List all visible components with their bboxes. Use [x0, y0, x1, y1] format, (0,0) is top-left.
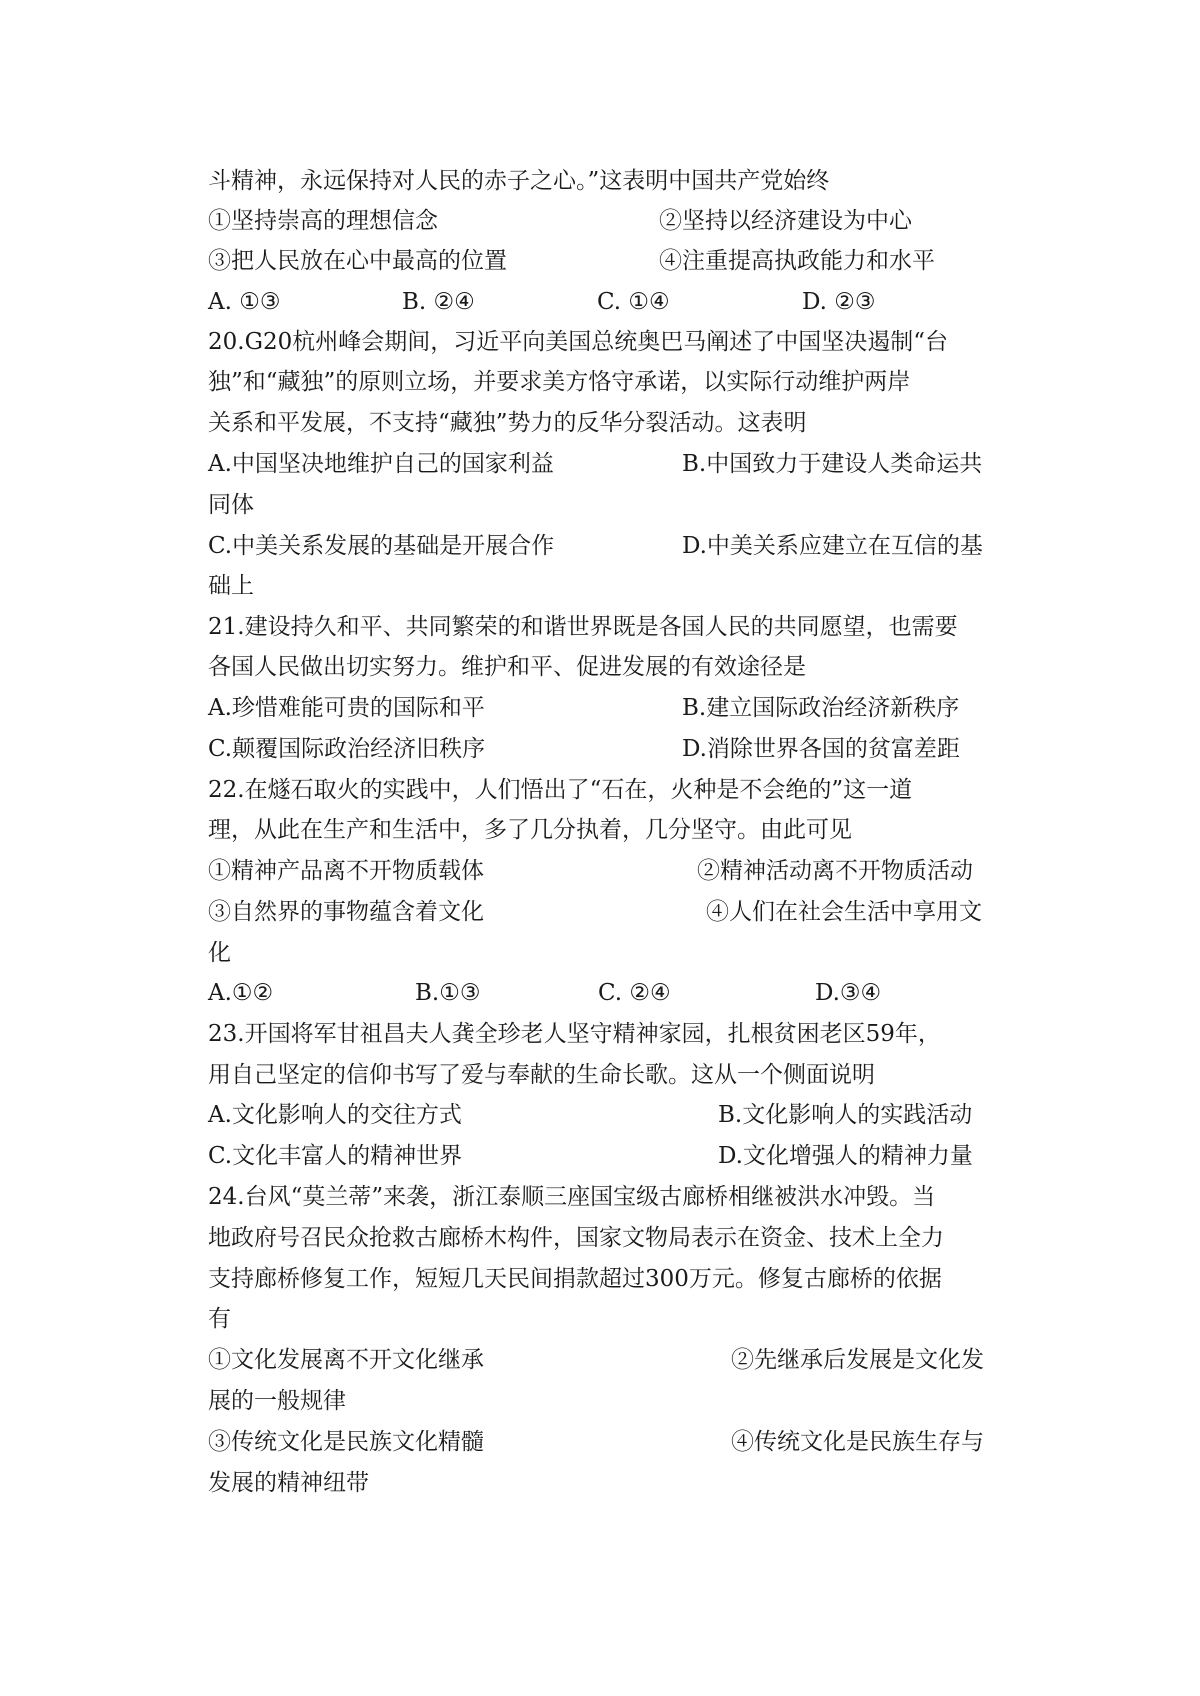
q22-option-d: D.③④ — [815, 980, 882, 1006]
q20-stem-line-1: 20.G20杭州峰会期间，习近平向美国总统奥巴马阐述了中国坚决遏制“台 — [208, 329, 948, 355]
q24-statement-2-cont: 展的一般规律 — [208, 1388, 346, 1414]
q20-option-b-cont: 同体 — [208, 492, 254, 518]
q22-option-a: A.①② — [208, 980, 274, 1006]
q20-option-a: A.中国坚决地维护自己的国家利益 — [208, 451, 554, 477]
q22-option-b: B.①③ — [415, 980, 481, 1006]
q19-option-a: A. ①③ — [208, 289, 281, 315]
q22-statement-2: ②精神活动离不开物质活动 — [697, 858, 973, 884]
q23-option-a: A.文化影响人的交往方式 — [208, 1102, 462, 1128]
q23-stem-line-2: 用自己坚定的信仰书写了爱与奉献的生命长歌。这从一个侧面说明 — [208, 1062, 875, 1088]
q22-option-c: C. ②④ — [598, 980, 671, 1006]
q24-stem-line-1: 24.台风“莫兰蒂”来袭，浙江泰顺三座国宝级古廊桥相继被洪水冲毁。当 — [208, 1184, 936, 1210]
q24-statement-1: ①文化发展离不开文化继承 — [208, 1347, 484, 1373]
q21-option-b: B.建立国际政治经济新秩序 — [682, 695, 960, 721]
q20-stem-line-2: 独”和“藏独”的原则立场，并要求美方恪守承诺，以实际行动维护两岸 — [208, 369, 911, 395]
q19-statement-3: ③把人民放在心中最高的位置 — [208, 248, 507, 274]
q21-stem-line-2: 各国人民做出切实努力。维护和平、促进发展的有效途径是 — [208, 654, 806, 680]
q24-statement-3: ③传统文化是民族文化精髓 — [208, 1429, 484, 1455]
q19-option-c: C. ①④ — [597, 289, 670, 315]
q21-stem-line-1: 21.建设持久和平、共同繁荣的和谐世界既是各国人民的共同愿望，也需要 — [208, 614, 958, 640]
q19-statement-1: ①坚持崇高的理想信念 — [208, 208, 438, 234]
q19-option-d: D. ②③ — [802, 289, 876, 315]
q24-statement-4-cont: 发展的精神纽带 — [208, 1470, 369, 1496]
q23-option-d: D.文化增强人的精神力量 — [718, 1143, 973, 1169]
q24-stem-line-3: 支持廊桥修复工作，短短几天民间捐款超过300万元。修复古廊桥的依据 — [208, 1266, 942, 1292]
q20-option-d: D.中美关系应建立在互信的基 — [682, 533, 983, 559]
q22-statement-4-cont: 化 — [208, 940, 231, 966]
q23-option-b: B.文化影响人的实践活动 — [718, 1102, 973, 1128]
q24-stem-line-2: 地政府号召民众抢救古廊桥木构件，国家文物局表示在资金、技术上全力 — [208, 1225, 944, 1251]
q24-stem-line-4: 有 — [208, 1306, 231, 1332]
q20-option-c: C.中美关系发展的基础是开展合作 — [208, 533, 555, 559]
q19-option-b: B. ②④ — [402, 289, 475, 315]
q23-option-c: C.文化丰富人的精神世界 — [208, 1143, 463, 1169]
q19-stem: 斗精神，永远保持对人民的赤子之心。”这表明中国共产党始终 — [208, 168, 830, 194]
q20-option-d-cont: 础上 — [208, 573, 254, 599]
q22-statement-3: ③自然界的事物蕴含着文化 — [208, 899, 484, 925]
q22-statement-4: ④人们在社会生活中享用文 — [706, 899, 982, 925]
q20-option-b: B.中国致力于建设人类命运共 — [682, 451, 983, 477]
q22-statement-1: ①精神产品离不开物质载体 — [208, 858, 484, 884]
q19-statement-2: ②坚持以经济建设为中心 — [659, 208, 912, 234]
q24-statement-4: ④传统文化是民族生存与 — [731, 1429, 984, 1455]
q19-statement-4: ④注重提高执政能力和水平 — [659, 248, 935, 274]
q21-option-c: C.颠覆国际政治经济旧秩序 — [208, 736, 486, 762]
q24-statement-2: ②先继承后发展是文化发 — [731, 1347, 984, 1373]
q20-stem-line-3: 关系和平发展，不支持“藏独”势力的反华分裂活动。这表明 — [208, 410, 807, 436]
q21-option-d: D.消除世界各国的贫富差距 — [682, 736, 960, 762]
q22-stem-line-2: 理，从此在生产和生活中，多了几分执着，几分坚守。由此可见 — [208, 817, 852, 843]
q23-stem-line-1: 23.开国将军甘祖昌夫人龚全珍老人坚守精神家园，扎根贫困老区59年， — [208, 1021, 941, 1047]
q22-stem-line-1: 22.在燧石取火的实践中，人们悟出了“石在，火种是不会绝的”这一道 — [208, 777, 913, 803]
q21-option-a: A.珍惜难能可贵的国际和平 — [208, 695, 485, 721]
